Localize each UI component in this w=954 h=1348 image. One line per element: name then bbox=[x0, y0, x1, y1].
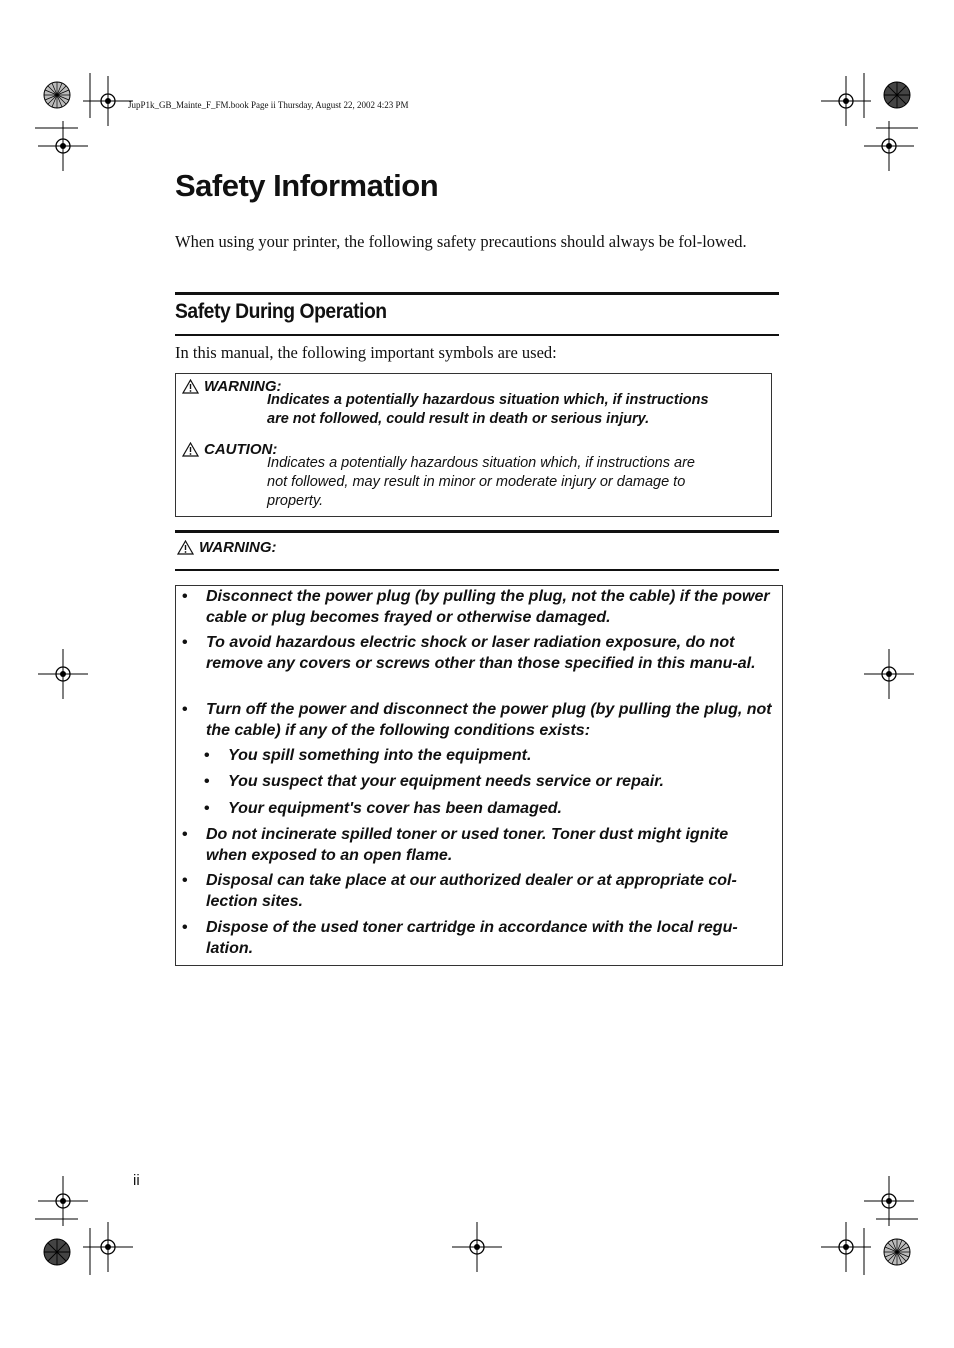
sub-list-item bbox=[204, 746, 772, 767]
warning-heading bbox=[177, 539, 277, 556]
bullet: • bbox=[182, 634, 188, 651]
legend-warning-label: WARNING: bbox=[204, 378, 282, 395]
legend-caution-desc-line1: Indicates a potentially hazardous situation which, if instructions are bbox=[267, 455, 695, 471]
intro-paragraph: When using your printer, the following safety precautions should always be fol-lowed. bbox=[175, 232, 747, 251]
bullet: • bbox=[182, 872, 188, 889]
bullet: • bbox=[204, 800, 210, 817]
sub-list-item-text: You suspect that your equipment needs service or repair. bbox=[228, 773, 664, 790]
warning-triangle-icon bbox=[182, 379, 199, 394]
symbols-legend-box bbox=[175, 373, 772, 517]
sub-list-item-text: You spill something into the equipment. bbox=[228, 747, 532, 764]
warning-triangle-icon bbox=[177, 540, 194, 555]
page-title: Safety Information bbox=[175, 168, 439, 203]
bullet: • bbox=[182, 826, 188, 843]
legend-caution-heading bbox=[182, 441, 277, 458]
legend-caution-desc-line3: property. bbox=[267, 493, 324, 509]
section-title: Safety During Operation bbox=[175, 300, 387, 323]
bullet: • bbox=[204, 773, 210, 790]
warning-list-box bbox=[175, 585, 783, 966]
file-info-header: JupP1k_GB_Mainte_F_FM.book Page ii Thursday, August 22, 2002 4:23 PM bbox=[128, 100, 409, 110]
warning-triangle-icon bbox=[182, 442, 199, 457]
list-item bbox=[182, 871, 772, 912]
bullet: • bbox=[182, 919, 188, 936]
bullet: • bbox=[182, 701, 188, 718]
section-rule-bottom bbox=[175, 334, 779, 336]
bullet: • bbox=[204, 747, 210, 764]
bullet: • bbox=[182, 588, 188, 605]
list-item bbox=[182, 700, 772, 741]
list-item bbox=[182, 633, 772, 674]
section-rule-top bbox=[175, 292, 779, 295]
legend-caution-description bbox=[267, 454, 757, 511]
legend-caution-label: CAUTION: bbox=[204, 441, 278, 458]
list-item-text: Do not incinerate spilled toner or used toner. Toner dust might ignite when exposed to an open flame. bbox=[206, 826, 729, 864]
list-item-text: Dispose of the used toner cartridge in accordance with the local regu-lation. bbox=[206, 919, 738, 957]
sub-list-item bbox=[204, 772, 772, 793]
list-item bbox=[182, 825, 772, 866]
legend-warning-desc-line2: are not followed, could result in death or serious injury. bbox=[267, 411, 650, 427]
page-number: ii bbox=[133, 1172, 140, 1189]
list-item-text: Disposal can take place at our authorized dealer or at appropriate col-lection sites. bbox=[206, 872, 737, 910]
sub-list-item-text: Your equipment's cover has been damaged. bbox=[228, 800, 562, 817]
list-item-text: To avoid hazardous electric shock or laser radiation exposure, do not remove any covers or screws other than those specified in this manu-al. bbox=[206, 634, 756, 672]
sub-list-item bbox=[204, 799, 772, 820]
legend-caution-desc-line2: not followed, may result in minor or moderate injury or damage to bbox=[267, 474, 686, 490]
warning-rule-bottom bbox=[175, 569, 779, 571]
warning-rule-top bbox=[175, 530, 779, 533]
symbols-intro: In this manual, the following important symbols are used: bbox=[175, 343, 557, 362]
list-item bbox=[182, 918, 772, 959]
warning-label: WARNING: bbox=[199, 539, 277, 556]
list-item-text: Disconnect the power plug (by pulling the plug, not the cable) if the power cable or plug becomes frayed or otherwise damaged. bbox=[206, 588, 770, 626]
legend-warning-desc-line1: Indicates a potentially hazardous situation which, if instructions bbox=[267, 392, 709, 408]
list-item-text: Turn off the power and disconnect the power plug (by pulling the plug, not the cable) if any of the following conditions exists: bbox=[206, 701, 772, 739]
list-item bbox=[182, 587, 772, 628]
legend-warning-description bbox=[267, 391, 757, 429]
